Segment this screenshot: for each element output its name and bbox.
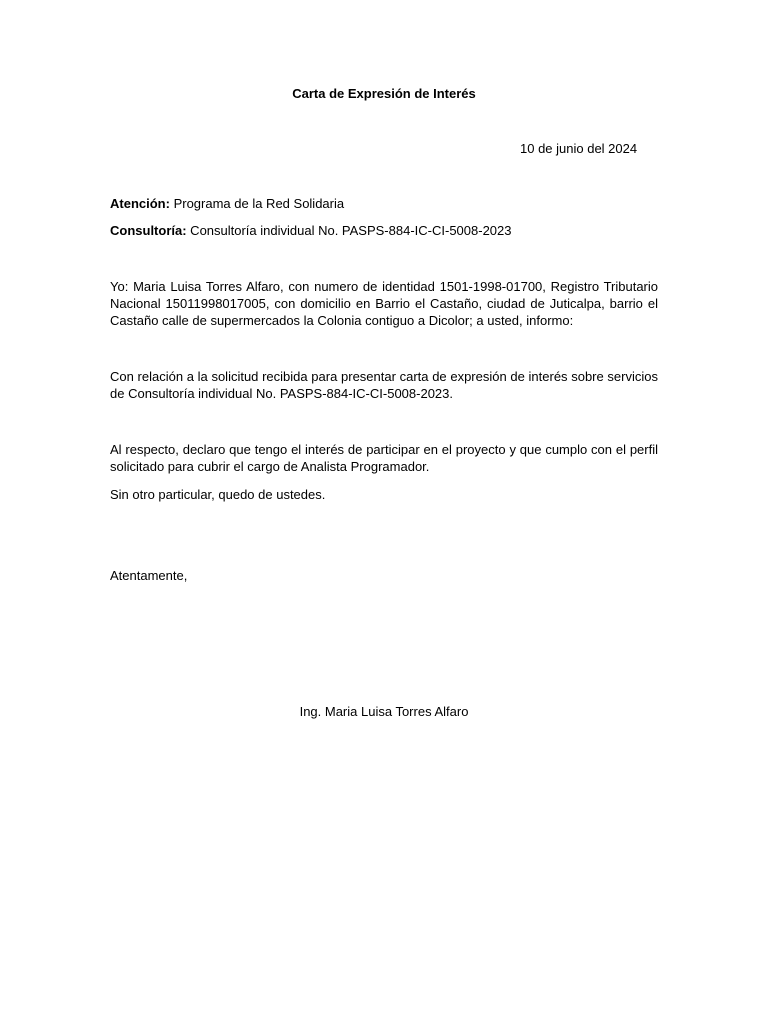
letter-date: 10 de junio del 2024 xyxy=(520,141,638,156)
attention-value: Programa de la Red Solidaria xyxy=(169,196,345,211)
attention-line xyxy=(110,196,344,211)
letter-title: Carta de Expresión de Interés xyxy=(292,86,476,101)
paragraph-closing-remark: Sin otro particular, quedo de ustedes. xyxy=(110,487,326,502)
consultancy-value: Consultoría individual No. PASPS-884-IC-CI-5008-2023 xyxy=(186,223,512,238)
paragraph-identification: Yo: Maria Luisa Torres Alfaro, con numero de identidad 1501-1998-01700, Registro Tributario Nacional 15011998017005, con domicilio en Barrio el Castaño, ciudad de Juticalpa, barrio el Castaño calle de supermercados la Colonia contiguo a Dicolor; a usted, informo: xyxy=(110,279,658,328)
consultancy-line xyxy=(110,223,512,238)
paragraph-declaration: Al respecto, declaro que tengo el interés de participar en el proyecto y que cumplo con el perfil solicitado para cubrir el cargo de Analista Programador. xyxy=(110,442,658,474)
closing-salutation: Atentamente, xyxy=(110,568,188,583)
signature-name: Ing. Maria Luisa Torres Alfaro xyxy=(299,704,469,719)
attention-label: Atención: xyxy=(110,196,170,211)
paragraph-reference: Con relación a la solicitud recibida para presentar carta de expresión de interés sobre servicios de Consultoría individual No. PASPS-884-IC-CI-5008-2023. xyxy=(110,369,658,401)
consultancy-label: Consultoría: xyxy=(110,223,187,238)
